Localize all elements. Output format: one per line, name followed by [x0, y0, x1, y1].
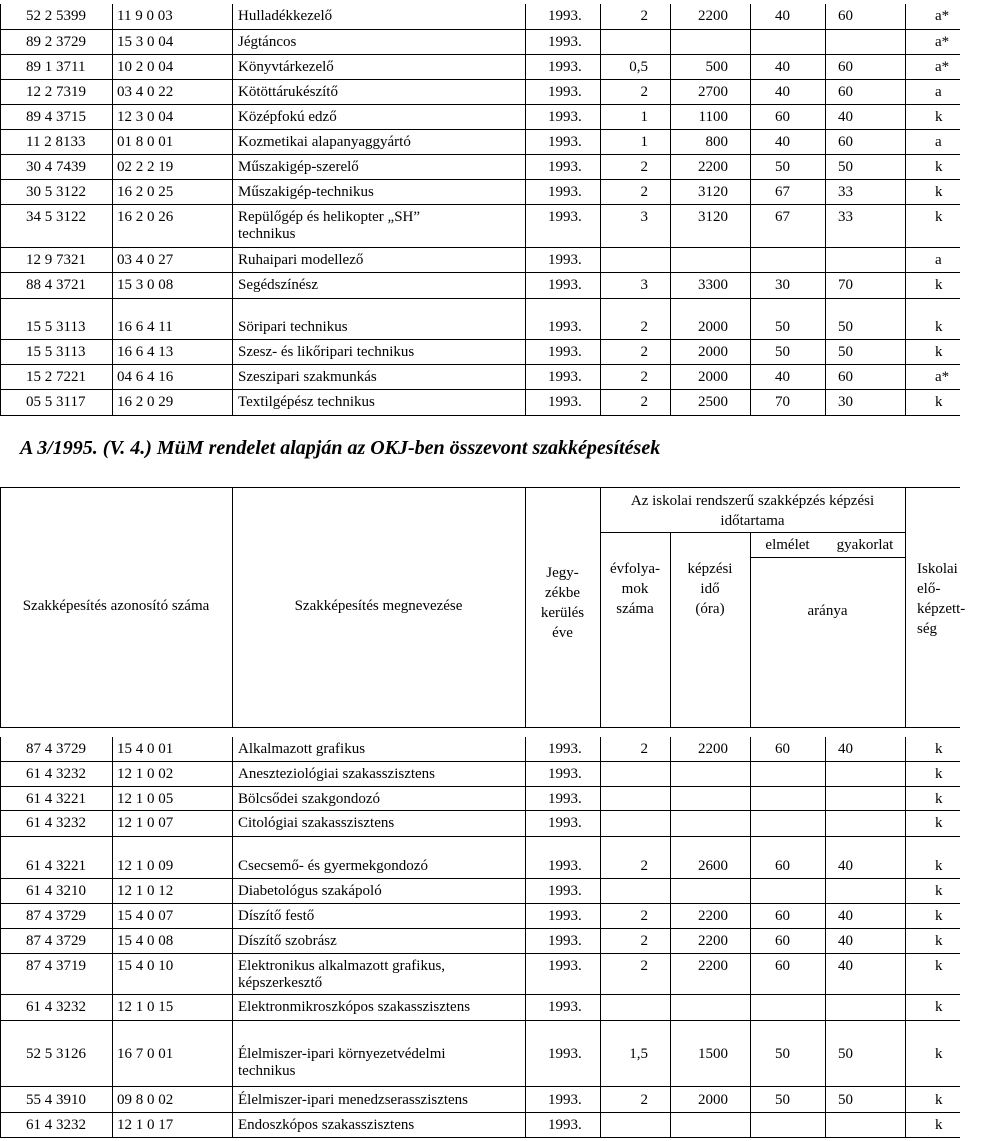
- cell-year: 1993.: [548, 933, 582, 949]
- cell-code: 15 2 7221: [26, 369, 86, 385]
- cell-year: 1993.: [548, 159, 582, 175]
- header-bottom-rule: [0, 727, 960, 728]
- cell-okj: 15 4 0 01: [117, 741, 174, 757]
- cell-theory: 50: [775, 344, 790, 360]
- cell-year: 1993.: [548, 34, 582, 50]
- cell-name-continued: technikus: [238, 1063, 296, 1079]
- column-rule: [112, 737, 113, 1137]
- table-row: [0, 737, 960, 762]
- table-row: [0, 904, 960, 929]
- cell-okj: 12 1 0 09: [117, 858, 174, 874]
- cell-okj: 16 2 0 29: [117, 394, 174, 410]
- column-rule: [750, 737, 751, 1137]
- cell-practice: 60: [838, 59, 853, 75]
- cell-name: Műszakigép-szerelő: [238, 159, 359, 175]
- cell-practice: 60: [838, 134, 853, 150]
- cell-theory: 40: [775, 369, 790, 385]
- cell-hours: 3120: [698, 209, 728, 225]
- cell-grade: 2: [640, 184, 648, 200]
- cell-year: 1993.: [548, 791, 582, 807]
- header-prereq: Iskolai elő- képzett- ség: [917, 561, 966, 637]
- cell-grade: 3: [640, 277, 648, 293]
- header-ratio: aránya: [807, 603, 848, 619]
- cell-hours: 2600: [698, 858, 728, 874]
- cell-theory: 60: [775, 741, 790, 757]
- cell-okj: 16 2 0 25: [117, 184, 174, 200]
- cell-name: Aneszteziológiai szakasszisztens: [238, 766, 436, 782]
- table-row: [0, 365, 960, 390]
- header-practice: gyakorlat: [836, 537, 894, 553]
- cell-grade: 0,5: [629, 59, 648, 75]
- cell-type: k: [935, 1117, 943, 1133]
- table-row: [0, 787, 960, 811]
- cell-grade: 2: [640, 933, 648, 949]
- cell-type: a: [935, 84, 942, 100]
- cell-practice: 40: [838, 858, 853, 874]
- cell-grade: 2: [640, 908, 648, 924]
- cell-okj: 03 4 0 27: [117, 252, 174, 268]
- cell-type: k: [935, 858, 943, 874]
- cell-hours: 800: [705, 134, 728, 150]
- cell-name: Díszítő festő: [238, 908, 315, 924]
- cell-practice: 40: [838, 908, 853, 924]
- cell-hours: 2000: [698, 319, 728, 335]
- cell-okj: 04 6 4 16: [117, 369, 174, 385]
- cell-grade: 2: [640, 84, 648, 100]
- table-row: [0, 4, 960, 30]
- column-rule: [525, 4, 526, 415]
- cell-code: 15 5 3113: [26, 319, 86, 335]
- cell-hours: 2700: [698, 84, 728, 100]
- cell-code: 05 5 3117: [26, 394, 86, 410]
- table-row: [0, 1042, 960, 1087]
- column-rule: [600, 737, 601, 1137]
- cell-grade: 2: [640, 369, 648, 385]
- cell-type: k: [935, 394, 943, 410]
- cell-okj: 03 4 0 22: [117, 84, 174, 100]
- column-rule: [112, 4, 113, 415]
- column-rule: [905, 737, 906, 1137]
- cell-type: a*: [935, 59, 950, 75]
- cell-practice: 40: [838, 741, 853, 757]
- cell-type: k: [935, 319, 943, 335]
- cell-okj: 15 3 0 08: [117, 277, 174, 293]
- table-row: [0, 105, 960, 130]
- cell-code: 12 9 7321: [26, 252, 86, 268]
- table-row: [0, 315, 960, 340]
- column-rule: [670, 4, 671, 415]
- cell-hours: 2000: [698, 344, 728, 360]
- cell-type: k: [935, 159, 943, 175]
- cell-practice: 60: [838, 369, 853, 385]
- cell-name: Szesz- és likőripari technikus: [238, 344, 415, 360]
- cell-name-continued: képszerkesztő: [238, 975, 323, 991]
- cell-practice: 40: [838, 958, 853, 974]
- cell-type: k: [935, 109, 943, 125]
- cell-name: Bölcsődei szakgondozó: [238, 791, 381, 807]
- cell-code: 61 4 3221: [26, 791, 86, 807]
- cell-type: k: [935, 958, 943, 974]
- column-rule: [600, 4, 601, 415]
- cell-year: 1993.: [548, 908, 582, 924]
- cell-type: k: [935, 883, 943, 899]
- column-rule: [670, 737, 671, 1137]
- cell-code: 52 2 5399: [26, 8, 86, 24]
- cell-okj: 15 4 0 07: [117, 908, 174, 924]
- cell-type: k: [935, 741, 943, 757]
- cell-year: 1993.: [548, 184, 582, 200]
- cell-code: 34 5 3122: [26, 209, 86, 225]
- cell-grade: 2: [640, 858, 648, 874]
- cell-grade: 2: [640, 1092, 648, 1108]
- cell-name: Söripari technikus: [238, 319, 348, 335]
- cell-type: k: [935, 209, 943, 225]
- cell-theory: 50: [775, 1046, 790, 1062]
- cell-year: 1993.: [548, 209, 582, 225]
- cell-hours: 500: [705, 59, 728, 75]
- cell-okj: 12 1 0 02: [117, 766, 174, 782]
- table-row: [0, 995, 960, 1021]
- cell-code: 55 4 3910: [26, 1092, 86, 1108]
- cell-code: 61 4 3232: [26, 766, 86, 782]
- cell-code: 87 4 3729: [26, 741, 86, 757]
- cell-grade: 2: [640, 344, 648, 360]
- header-duration-group: Az iskolai rendszerű szakképzés képzési időtartama: [630, 493, 875, 529]
- header-name: Szakképesítés megnevezése: [294, 598, 463, 614]
- table-row: [0, 130, 960, 155]
- cell-year: 1993.: [548, 252, 582, 268]
- table-row: [0, 30, 960, 55]
- cell-theory: 50: [775, 1092, 790, 1108]
- table-row: [0, 811, 960, 837]
- cell-year: 1993.: [548, 741, 582, 757]
- cell-code: 30 4 7439: [26, 159, 86, 175]
- cell-type: k: [935, 344, 943, 360]
- cell-year: 1993.: [548, 84, 582, 100]
- cell-type: k: [935, 933, 943, 949]
- cell-okj: 12 1 0 15: [117, 999, 174, 1015]
- cell-practice: 50: [838, 319, 853, 335]
- cell-name: Csecsemő- és gyermekgondozó: [238, 858, 428, 874]
- cell-name: Műszakigép-technikus: [238, 184, 374, 200]
- cell-name: Ruhaipari modellező: [238, 252, 364, 268]
- cell-type: a*: [935, 8, 950, 24]
- cell-name: Jégtáncos: [238, 34, 297, 50]
- cell-name-continued: technikus: [238, 226, 296, 242]
- cell-year: 1993.: [548, 394, 582, 410]
- cell-year: 1993.: [548, 1046, 582, 1062]
- cell-okj: 10 2 0 04: [117, 59, 174, 75]
- cell-type: k: [935, 766, 943, 782]
- cell-year: 1993.: [548, 369, 582, 385]
- cell-type: a*: [935, 34, 950, 50]
- table-row: [0, 80, 960, 105]
- cell-grade: 2: [640, 159, 648, 175]
- header-sub-rule: [750, 557, 905, 558]
- cell-year: 1993.: [548, 883, 582, 899]
- cell-name: Hulladékkezelő: [238, 8, 333, 24]
- cell-theory: 60: [775, 958, 790, 974]
- cell-code: 61 4 3221: [26, 858, 86, 874]
- cell-okj: 15 4 0 08: [117, 933, 174, 949]
- cell-theory: 50: [775, 319, 790, 335]
- cell-hours: 2200: [698, 8, 728, 24]
- column-rule: [0, 737, 1, 1137]
- cell-name: Elektronmikroszkópos szakasszisztens: [238, 999, 471, 1015]
- cell-code: 11 2 8133: [26, 134, 86, 150]
- header-hours: képzési idő (óra): [687, 561, 733, 617]
- cell-theory: 50: [775, 159, 790, 175]
- cell-practice: 33: [838, 209, 853, 225]
- column-rule: [905, 4, 906, 415]
- cell-hours: 2000: [698, 1092, 728, 1108]
- cell-hours: 1100: [698, 109, 728, 125]
- cell-practice: 50: [838, 1092, 853, 1108]
- header-id: Szakképesítés azonosító száma: [22, 598, 210, 614]
- table-row: [0, 1113, 960, 1138]
- cell-type: a*: [935, 369, 950, 385]
- cell-code: 87 4 3729: [26, 933, 86, 949]
- cell-name: Könyvtárkezelő: [238, 59, 334, 75]
- table-row: [0, 954, 960, 995]
- cell-grade: 2: [640, 319, 648, 335]
- cell-practice: 50: [838, 159, 853, 175]
- table-row: [0, 180, 960, 205]
- cell-code: 88 4 3721: [26, 277, 86, 293]
- cell-practice: 60: [838, 8, 853, 24]
- cell-hours: 2200: [698, 933, 728, 949]
- column-rule: [825, 4, 826, 415]
- cell-okj: 16 6 4 11: [117, 319, 173, 335]
- cell-code: 15 5 3113: [26, 344, 86, 360]
- cell-practice: 50: [838, 1046, 853, 1062]
- cell-theory: 40: [775, 134, 790, 150]
- cell-practice: 33: [838, 184, 853, 200]
- cell-code: 12 2 7319: [26, 84, 86, 100]
- column-rule: [232, 4, 233, 415]
- cell-name: Segédszínész: [238, 277, 318, 293]
- table-row: [0, 205, 960, 248]
- table-row: [0, 55, 960, 80]
- cell-practice: 70: [838, 277, 853, 293]
- cell-name: Elektronikus alkalmazott grafikus,: [238, 958, 446, 974]
- header-rule-5: [750, 532, 751, 727]
- cell-practice: 60: [838, 84, 853, 100]
- cell-code: 87 4 3729: [26, 908, 86, 924]
- cell-name: Élelmiszer-ipari menedzserasszisztens: [238, 1092, 469, 1108]
- cell-grade: 1: [640, 109, 648, 125]
- cell-type: k: [935, 999, 943, 1015]
- cell-theory: 60: [775, 858, 790, 874]
- column-rule: [525, 737, 526, 1137]
- header-grades: évfolya- mok száma: [610, 561, 660, 617]
- cell-code: 89 2 3729: [26, 34, 86, 50]
- cell-theory: 70: [775, 394, 790, 410]
- cell-code: 30 5 3122: [26, 184, 86, 200]
- cell-hours: 3120: [698, 184, 728, 200]
- cell-hours: 2500: [698, 394, 728, 410]
- column-rule: [750, 4, 751, 415]
- cell-hours: 2000: [698, 369, 728, 385]
- cell-name: Diabetológus szakápoló: [238, 883, 382, 899]
- cell-theory: 40: [775, 8, 790, 24]
- cell-name: Textilgépész technikus: [238, 394, 375, 410]
- cell-name: Endoszkópos szakasszisztens: [238, 1117, 415, 1133]
- cell-practice: 40: [838, 109, 853, 125]
- cell-okj: 12 3 0 04: [117, 109, 174, 125]
- table-row: [0, 929, 960, 954]
- cell-hours: 2200: [698, 958, 728, 974]
- header-year: Jegy- zékbe kerülés éve: [540, 565, 585, 641]
- cell-code: 61 4 3232: [26, 1117, 86, 1133]
- cell-type: k: [935, 1046, 943, 1062]
- cell-theory: 67: [775, 209, 790, 225]
- cell-year: 1993.: [548, 8, 582, 24]
- cell-type: a: [935, 134, 942, 150]
- cell-year: 1993.: [548, 344, 582, 360]
- cell-year: 1993.: [548, 59, 582, 75]
- cell-name: Díszítő szobrász: [238, 933, 337, 949]
- cell-practice: 30: [838, 394, 853, 410]
- cell-type: k: [935, 1092, 943, 1108]
- cell-name: Kötöttárukészítő: [238, 84, 338, 100]
- cell-grade: 3: [640, 209, 648, 225]
- cell-name: Citológiai szakasszisztens: [238, 815, 395, 831]
- cell-code: 89 4 3715: [26, 109, 86, 125]
- cell-year: 1993.: [548, 277, 582, 293]
- cell-code: 87 4 3719: [26, 958, 86, 974]
- cell-name: Élelmiszer-ipari környezetvédelmi: [238, 1046, 446, 1062]
- cell-okj: 15 3 0 04: [117, 34, 174, 50]
- cell-theory: 60: [775, 933, 790, 949]
- cell-hours: 2200: [698, 908, 728, 924]
- cell-code: 61 4 3232: [26, 815, 86, 831]
- table-row: [0, 1088, 960, 1113]
- header-top-rule: [0, 487, 960, 488]
- cell-theory: 60: [775, 908, 790, 924]
- cell-type: k: [935, 277, 943, 293]
- cell-okj: 16 6 4 13: [117, 344, 174, 360]
- cell-year: 1993.: [548, 766, 582, 782]
- cell-code: 61 4 3210: [26, 883, 86, 899]
- cell-theory: 60: [775, 109, 790, 125]
- column-rule: [0, 4, 1, 415]
- cell-code: 52 5 3126: [26, 1046, 86, 1062]
- cell-grade: 2: [640, 8, 648, 24]
- table-row: [0, 273, 960, 299]
- cell-name: Alkalmazott grafikus: [238, 741, 366, 757]
- cell-type: k: [935, 908, 943, 924]
- cell-year: 1993.: [548, 134, 582, 150]
- cell-name: Szeszipari szakmunkás: [238, 369, 377, 385]
- cell-name: Kozmetikai alapanyaggyártó: [238, 134, 411, 150]
- table-row: [0, 390, 960, 416]
- cell-year: 1993.: [548, 958, 582, 974]
- cell-okj: 12 1 0 12: [117, 883, 174, 899]
- cell-okj: 16 2 0 26: [117, 209, 174, 225]
- cell-theory: 40: [775, 59, 790, 75]
- cell-okj: 11 9 0 03: [117, 8, 173, 24]
- cell-okj: 16 7 0 01: [117, 1046, 174, 1062]
- cell-grade: 1,5: [629, 1046, 648, 1062]
- cell-year: 1993.: [548, 319, 582, 335]
- cell-type: a: [935, 252, 942, 268]
- cell-type: k: [935, 791, 943, 807]
- cell-code: 61 4 3232: [26, 999, 86, 1015]
- cell-okj: 12 1 0 07: [117, 815, 174, 831]
- column-rule: [825, 737, 826, 1137]
- cell-practice: 40: [838, 933, 853, 949]
- table-row: [0, 762, 960, 787]
- table-row: [0, 879, 960, 904]
- table-row: [0, 248, 960, 273]
- section-title: A 3/1995. (V. 4.) MüM rendelet alapján az OKJ-ben összevont szakképesítések: [20, 437, 661, 459]
- cell-grade: 2: [640, 741, 648, 757]
- cell-hours: 2200: [698, 159, 728, 175]
- cell-theory: 40: [775, 84, 790, 100]
- cell-grade: 2: [640, 394, 648, 410]
- cell-year: 1993.: [548, 1092, 582, 1108]
- cell-code: 89 1 3711: [26, 59, 86, 75]
- table-row: [0, 340, 960, 365]
- cell-type: k: [935, 184, 943, 200]
- cell-year: 1993.: [548, 1117, 582, 1133]
- cell-okj: 12 1 0 17: [117, 1117, 174, 1133]
- cell-okj: 12 1 0 05: [117, 791, 174, 807]
- table-row: [0, 854, 960, 879]
- cell-hours: 1500: [698, 1046, 728, 1062]
- cell-okj: 02 2 2 19: [117, 159, 174, 175]
- header-mid-rule: [600, 532, 905, 533]
- table-row: [0, 155, 960, 180]
- cell-hours: 2200: [698, 741, 728, 757]
- cell-year: 1993.: [548, 999, 582, 1015]
- cell-name: Repülőgép és helikopter „SH”: [238, 209, 421, 225]
- column-rule: [232, 737, 233, 1137]
- cell-year: 1993.: [548, 109, 582, 125]
- cell-okj: 09 8 0 02: [117, 1092, 174, 1108]
- cell-okj: 15 4 0 10: [117, 958, 174, 974]
- cell-year: 1993.: [548, 858, 582, 874]
- cell-grade: 2: [640, 958, 648, 974]
- cell-okj: 01 8 0 01: [117, 134, 174, 150]
- cell-name: Középfokú edző: [238, 109, 337, 125]
- cell-theory: 30: [775, 277, 790, 293]
- header-theory: elmélet: [765, 537, 810, 553]
- cell-practice: 50: [838, 344, 853, 360]
- cell-hours: 3300: [698, 277, 728, 293]
- cell-type: k: [935, 815, 943, 831]
- cell-year: 1993.: [548, 815, 582, 831]
- cell-grade: 1: [640, 134, 648, 150]
- cell-theory: 67: [775, 184, 790, 200]
